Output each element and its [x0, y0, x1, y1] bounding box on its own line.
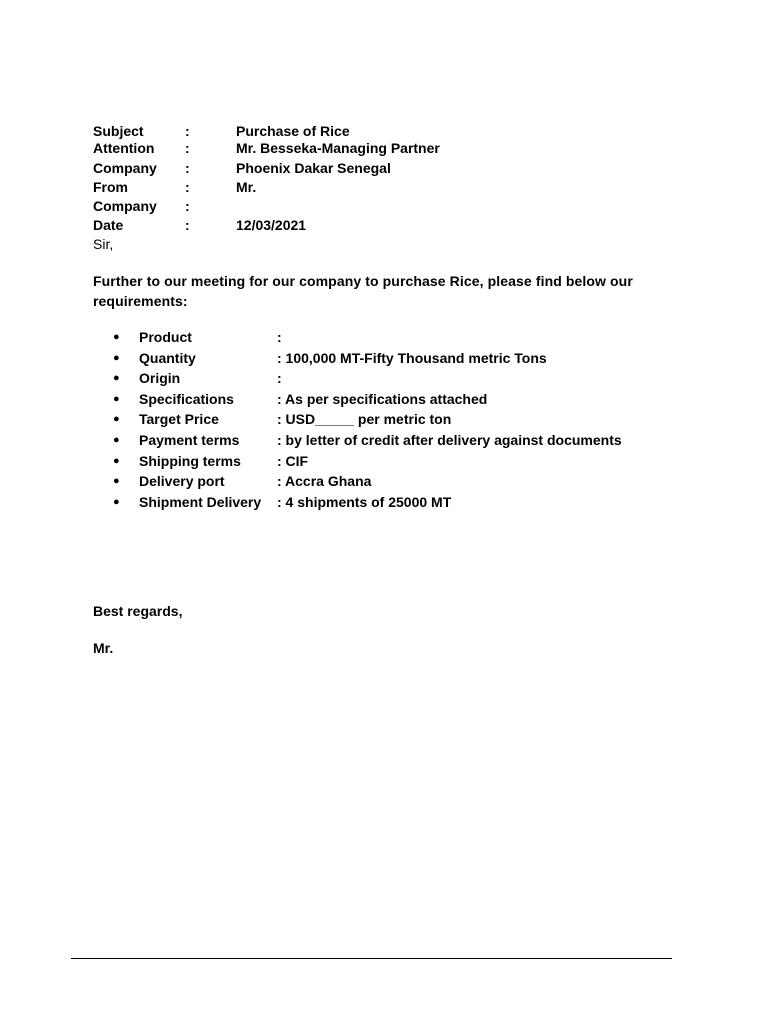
header-label: Date: [93, 217, 124, 233]
bullet-icon: ●: [113, 351, 120, 364]
requirement-label: Shipping terms: [139, 452, 241, 469]
bullet-icon: ●: [113, 413, 120, 426]
header-value: Mr. Besseka-Managing Partner: [236, 140, 440, 156]
header-separator: :: [185, 160, 190, 176]
requirement-label: Quantity: [139, 349, 196, 366]
salutation: Sir,: [93, 236, 114, 252]
header-separator: :: [185, 217, 190, 233]
closing-line: Best regards,: [93, 603, 183, 619]
bullet-icon: ●: [113, 475, 120, 488]
requirement-label: Target Price: [139, 411, 219, 428]
requirement-label: Delivery port: [139, 473, 225, 490]
header-value: Phoenix Dakar Senegal: [236, 160, 391, 176]
header-label: Company: [93, 160, 157, 176]
requirement-value: : by letter of credit after delivery against documents: [277, 431, 622, 448]
requirement-value: : USD_____ per metric ton: [277, 411, 452, 428]
bullet-icon: ●: [113, 454, 120, 467]
bullet-icon: ●: [113, 331, 120, 343]
requirement-label: Shipment Delivery: [139, 493, 262, 510]
header-separator: :: [185, 123, 190, 139]
requirement-label: Origin: [139, 370, 181, 387]
requirement-value: :: [277, 329, 282, 345]
bullet-icon: ●: [113, 392, 120, 405]
bullet-icon: ●: [113, 433, 120, 446]
requirement-value: :: [277, 370, 282, 387]
header-separator: :: [185, 179, 190, 195]
header-value: 12/03/2021: [236, 217, 307, 233]
requirement-value: : CIF: [277, 452, 309, 469]
header-separator: :: [185, 140, 190, 156]
bullet-icon: ●: [113, 372, 120, 385]
header-separator: :: [185, 198, 190, 214]
header-label: Company: [93, 198, 157, 214]
requirement-label: Payment terms: [139, 431, 240, 448]
header-label: Attention: [93, 140, 155, 156]
header-value: Purchase of Rice: [236, 123, 350, 139]
signature: Mr.: [93, 640, 114, 656]
intro-paragraph: Further to our meeting for our company to purchase Rice, please find below our requirements:: [93, 273, 633, 309]
header-value: Mr.: [236, 179, 257, 195]
header-label: From: [93, 179, 128, 195]
requirement-value: : 4 shipments of 25000 MT: [277, 493, 452, 510]
bullet-icon: ●: [113, 495, 120, 508]
requirement-label: Specifications: [139, 390, 234, 407]
requirement-value: : Accra Ghana: [277, 473, 372, 490]
requirement-label: Product: [139, 329, 192, 345]
header-label: Subject: [93, 123, 144, 139]
footer-divider: [71, 958, 672, 959]
requirement-value: : As per specifications attached: [277, 390, 488, 407]
requirement-value: : 100,000 MT-Fifty Thousand metric Tons: [277, 349, 547, 366]
